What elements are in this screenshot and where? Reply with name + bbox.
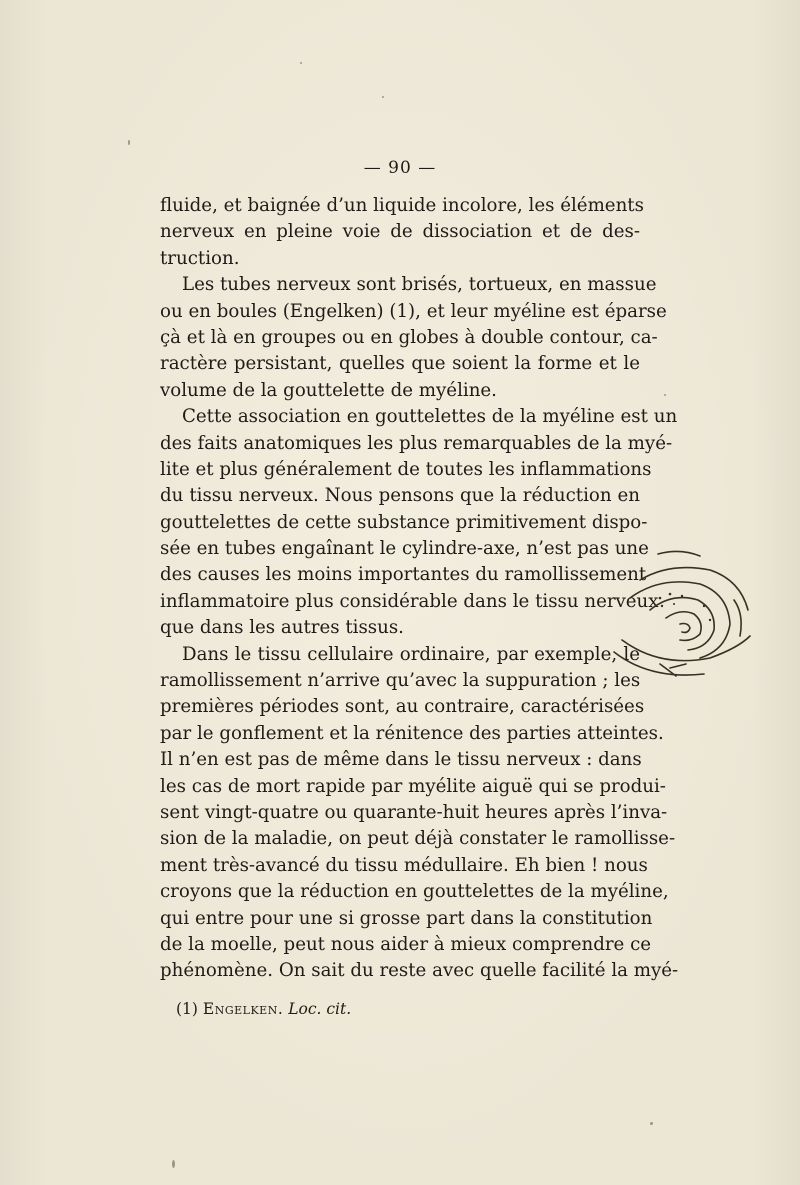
text-line: inflammatoire plus considérable dans le tissu nerveux [160, 590, 659, 612]
paper-speck [382, 96, 384, 98]
text-line: çà et là en groupes ou en globes à double contour, ca- [160, 326, 658, 348]
paper-speck [172, 1160, 175, 1168]
paper-speck [300, 62, 302, 64]
text-line: ment très-avancé du tissu médullaire. Eh bien ! nous [160, 854, 648, 876]
text-line: Il n’en est pas de même dans le tissu nerveux : dans [160, 749, 642, 771]
paper-speck [650, 1122, 653, 1125]
text-line: des causes les moins importantes du ramollissement [160, 564, 647, 586]
text-line: de la moelle, peut nous aider à mieux comprendre ce [160, 933, 652, 955]
text-line: sent vingt-quatre ou quarante-huit heures après l’inva- [160, 801, 668, 823]
text-line: fluide, et baignée d’un liquide incolore, les éléments [160, 195, 644, 216]
footnote-marker: (1) [176, 1000, 198, 1018]
text-line: sion de la maladie, on peut déjà constater le ramollisse- [160, 828, 676, 850]
body-text [160, 193, 679, 985]
footnote [176, 1000, 351, 1018]
text-line: qui entre pour une si grosse part dans la constitution [160, 907, 653, 929]
text-line: Les tubes nerveux sont brisés, tortueux, en massue [182, 274, 657, 296]
page-number: — 90 — [363, 158, 437, 178]
text-line: Dans le tissu cellulaire ordinaire, par exemple, le [182, 643, 640, 665]
footnote-citation: Loc. cit. [288, 1000, 352, 1018]
text-line: premières périodes sont, au contraire, caractérisées [160, 696, 645, 718]
ink-stamp-mark [600, 540, 760, 690]
text-line: par le gonflement et la rénitence des parties atteintes. [160, 722, 664, 744]
text-line: ramollissement n’arrive qu’avec la suppuration ; les [160, 670, 641, 692]
footnote-author: Engelken. [202, 1000, 284, 1018]
text-line: sée en tubes engaînant le cylindre-axe, n’est pas une [160, 538, 649, 560]
text-line: des faits anatomiques les plus remarquables de la myé- [160, 432, 673, 454]
paper-speck [128, 140, 130, 145]
text-line: ractère persistant, quelles que soient la forme et le [160, 353, 640, 375]
text-line: lite et plus généralement de toutes les inflammations [160, 458, 652, 480]
text-line: phénomène. On sait du reste avec quelle facilité la myé- [160, 960, 679, 982]
text-line: croyons que la réduction en gouttelettes de la myéline, [160, 881, 669, 903]
text-line: truction. [160, 247, 240, 269]
text-line: que dans les autres tissus. [160, 617, 404, 639]
paper-speck [664, 394, 666, 396]
text-line: les cas de mort rapide par myélite aiguë qui se produi- [160, 775, 666, 797]
text-line: du tissu nerveux. Nous pensons que la réduction en [160, 485, 640, 507]
text-line: nerveux en pleine voie de dissociation et de des- [160, 221, 640, 243]
text-line: Cette association en gouttelettes de la myéline est un [182, 406, 678, 428]
text-line: volume de la gouttelette de myéline. [160, 379, 497, 401]
text-line: gouttelettes de cette substance primitivement dispo- [160, 511, 648, 533]
text-line: ou en boules (Engelken) (1), et leur myéline est éparse [160, 300, 667, 322]
